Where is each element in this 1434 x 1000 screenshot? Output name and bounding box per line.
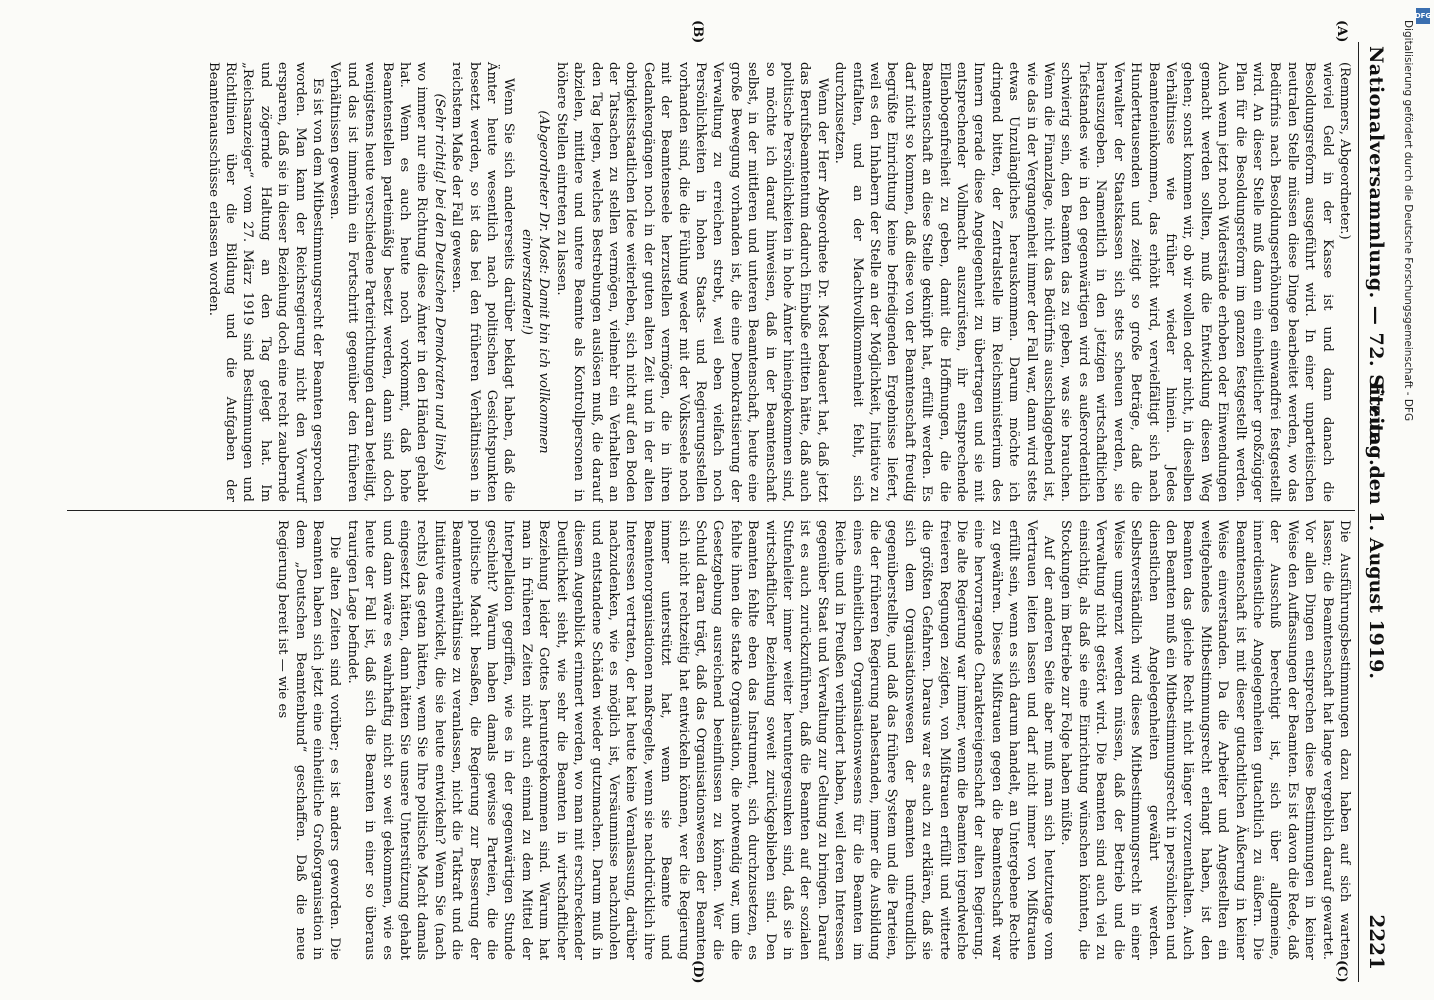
header-assembly-session: Nationalversammlung. — 72. Sitzung. <box>1365 46 1387 467</box>
paragraph: Die alten Zeiten sind vorüber; es ist anders geworden. Die Beamten haben sich jetzt eine einheitliche Großorganisation in dem „Deutschen Beamtenbund“ geschaffen. Daß die neue Regierung bereit ist — wie es <box>275 520 343 960</box>
paragraph: Wenn der Herr Abgeordnete Dr. Most bedauert hat, daß jetzt das Berufsbeamtentum dadurch Einbuße erlitten hätte, daß auch politische Persönlichkeiten in hohe Ämter hineingekommen sind, so möchte ich darauf hinweisen, daß in der Beamtenschaft selbst, in der mittleren und unteren Beamtenschaft, heute eine große Bewegung vorhanden ist, die eine Demokratisierung der Verwaltung zu erreichen strebt, weil eben vielfach noch Persönlichkeiten in hohen Staats- und Regierungsstellen vorhanden sind, die die Fühlung weder mit der Volksseele noch mit der Beamtenseele herzustellen vermögen, die in ihren Gedankengängen noch in der guten alten Zeit und in der alten obrigkeitsstaatlichen Idee weiterleben, sich nicht auf den Boden der Tatsachen zu stellen vermögen, vielmehr ein Verhalten an den Tag legen, welches Bestrebungen auslösen muß, die darauf abzielen, mittlere und untere Beamte als Kontrollpersonen in höhere Stellen eintreten zu lassen. <box>553 62 830 502</box>
paragraph: Auf der anderen Seite aber muß man sich heutzutage vom Vertrauen leiten lassen und darf nicht immer von Mißtrauen erfüllt sein, wenn es sich darum handelt, an Untergebene Rechte zu gewähren. Dieses Mißtrauen gegen die Beamtenschaft war eine hervorragende Charaktereigenschaft der alten Regierung. Die alte Regierung war immer, wenn die Beamten irgendwelche freieren Regungen zeigten, von Mißtrauen erfüllt und witterte die größten Gefahren. Daraus war es auch zu erklären, daß sie sich dem Organisationswesen der Beamten unfreundlich gegenüberstellte, und daß das frühere System und die Parteien, die der früheren Regierung nahestanden, immer die Ausbildung eines einheitlichen Organisationswesens für die Beamten im Reiche und in Preußen verhindert haben, weil deren Interessen gegenüber Staat und Verwaltung zur Geltung zu bringen. Darauf ist es auch zurückzuführen, daß die Beamten auf der sozialen Stufenleiter immer weiter heruntergesunken sind, daß sie in wirtschaftlicher Beziehung soweit zurückgeblieben sind. Den Beamten fehlte eben das Instrument, sich durchzusetzen, es fehlte ihnen die starke Organisation, die notwendig war, um die Gesetzgebung ausreichend beeinflussen zu können. Wer die Schuld daran trägt, daß das Organisationswesen der Beamten sich nicht rechtzeitig hat entwickeln können, wer die Regierung immer unterstützt hat, wenn sie Beamte und Beamtenorganisationen maßregelte, wenn sie nachdrücklich ihre Interessen vertraten, der hat heute keine Veranlassung, darüber nachzudenken, wie es möglich ist, Versäumnisse nachzuholen und entstandene Schäden wieder gutzumachen. Darum muß in diesem Augenblick erinnert werden, wo man mit erschreckender Deutlichkeit sieht, wie sehr die Beamten in wirtschaftlicher Beziehung leider Gottes heruntergekommen sind. Warum hat man in früheren Zeiten nicht auch einmal zu dem Mittel der Interpellation gegriffen, wie es in der gegenwärtigen Stunde geschieht? Warum haben damals gewisse Parteien, die die politische Macht besaßen, die Regierung zur Besserung der Beamtenverhältnisse zu veranlassen, nicht die Tatkraft und die Initiative entwickelt, die sie heute entwickeln? Wenn Sie (nach rechts) das getan hätten, wenn Sie Ihre politische Macht damals eingesetzt hätten, dann hätten Sie unsere Unterstützung gehabt und dann wäre es wahrhaftig nicht so weit gekommen, wie es heute der Fall ist, daß sich die Beamten in einer so überaus traurigen Lage befindet. <box>344 520 1057 960</box>
interjection: (Abgeordneter Dr. Most: Damit bin ich vollkommen einverstanden!) <box>518 110 552 454</box>
text-column-left <box>204 62 1353 502</box>
column-divider <box>67 510 1355 511</box>
paragraph: Wenn Sie sich andererseits darüber beklagt haben, daß die Ämter heute wesentlich nach politischen Gesichtspunkten besetzt werden, so ist das bei den früheren Verhältnissen in reichstem Maße der Fall gewesen. <box>449 62 517 502</box>
rotated-document-page <box>67 20 1393 984</box>
digitization-credit: Digitalisierung gefördert durch die Deutsche Forschungsgemeinschaft - DFG <box>1402 20 1414 422</box>
text-column-right <box>274 520 1353 960</box>
speaker-attribution: (Remmers, Abgeordneter.) <box>1337 62 1352 240</box>
dfg-logo: DFG <box>1416 8 1430 24</box>
margin-mark-d: (D) <box>690 960 705 984</box>
header-rule <box>1358 42 1359 982</box>
header-date: Freitag den 1. August 1919. <box>1365 382 1387 679</box>
paragraph: Es ist von dem Mitbestimmungsrecht der Beamten gesprochen worden. Man kann der Reichsregierung nicht den Vorwurf ersparen, daß sie in dieser Beziehung doch eine recht zaubernde und zögernde Haltung an den Tag gelegt hat. Im „Reichsanzeiger“ vom 27. März 1919 sind Bestimmungen und Richtlinien über die Bildung und die Aufgaben der Beamtenausschüsse erlassen worden. <box>205 62 326 502</box>
page-header <box>1359 42 1393 982</box>
margin-mark-a: (A) <box>1334 20 1349 43</box>
page-number: 2221 <box>1365 914 1389 970</box>
paragraph: wieviel Geld in der Kasse ist und dann danach die Besoldungsreform ausgeführt wird. In einer unparteiischen neutralen Stelle müssen diese Dinge bearbeitet werden, wo das Bedürfnis nach Besoldungserhöhungen einwandfrei festgestellt wird. An dieser Stelle muß dann ein einheitlicher großzügiger Plan für die Besoldungsreform im ganzen festgestellt werden. Auch wenn jetzt noch Widerstände erhoben oder Einwendungen gemacht werden sollten, muß die Entwicklung diesen Weg gehen; sonst kommen wir, ob wir wollen oder nicht, in dieselben Verhältnisse wie früher wieder hinein. Jedes Beamteneinkommen, das erhöht wird, vervielfältigt sich nach Hunderttausenden und zeitigt so große Beträge, daß die Verwalter der Staatskassen sich stets scheuen werden, sie herauszugeben. Namentlich in den jetzigen wirtschaftlichen Tiefstandes wie in den gegenwärtigen wird es außerordentlich schwierig sein, den Beamten das zu geben, was sie brauchen. Wenn die Finanzlage, nicht das Bedürfnis ausschlaggebend ist, wie das in der Vergangenheit immer der Fall war, dann wird stets etwas Unzulängliches herauskommen. Darum möchte ich dringend bitten, der Zentralstelle im Reichsministerium des Innern gerade diese Angelegenheit zu übertragen und sie mit entsprechender Vollmacht auszurüsten, ihr entsprechende Ellenbogenfreiheit zu geben, damit die Hoffnungen, die die Beamtenschaft an diese Stelle geknüpft hat, erfüllt werden. Es darf nicht so kommen, daß diese von der Beamtenschaft freudig begrüßte Einrichtung keine befriedigenden Ergebnisse liefert, weil es den Inhabern der Stelle an der Möglichkeit, Initiative zu entfalten, und an der Machtvollkommenheit fehlt, sich durchzusetzen. <box>832 62 1335 502</box>
paragraph: Die Ausführungsbestimmungen dazu haben auf sich warten lassen; die Beamtenschaft hat lange vergeblich darauf gewartet. Vor allen Dingen entsprechen diese Bestimmungen in keiner Weise den Auffassungen der Beamten. Es ist davon die Rede, daß der Ausschuß berechtigt ist, sich über allgemeine, innerdienstliche Angelegenheiten gutachtlich zu äußern. Die Beamtenschaft ist mit dieser gutachtlichen Äußerung in keiner Weise einverstanden. Da die Arbeiter und Angestellten ein weitgehendes Mitbestimmungsrecht erlangt haben, ist den Beamten das gleiche Recht nicht länger vorzuenthalten. Auch den Beamten muß ein Mitbestimmungsrecht in persönlichen und dienstlichen Angelegenheiten gewährt werden. Selbstverständlich wird dieses Mitbestimmungsrecht in einer Weise umgrenzt werden müssen, daß der Betrieb und die Verwaltung nicht gestört wird. Die Beamten sind auch viel zu einsichtig, als daß sie eine Einrichtung wünschen könnten, die Stockungen im Betriebe zur Folge haben müßte. <box>1058 520 1352 960</box>
interjection: (Sehr richtig! bei den Deutschen Demokraten und links) <box>431 93 447 471</box>
paragraph: wo immer nur eine Richtung diese Ämter in den Händen gehabt hat. Wenn es auch heute noch vorkommt, daß hohe Beamtenstellen parteimäßig besetzt werden, dann sind doch wenigstens heute verschiedene Parteirichtungen daran beteiligt, und das ist immerhin ein Fortschritt gegenüber den früheren Verhältnissen gewesen. <box>327 62 430 502</box>
margin-mark-b: (B) <box>690 20 705 44</box>
margin-mark-c: (C) <box>1334 960 1349 983</box>
